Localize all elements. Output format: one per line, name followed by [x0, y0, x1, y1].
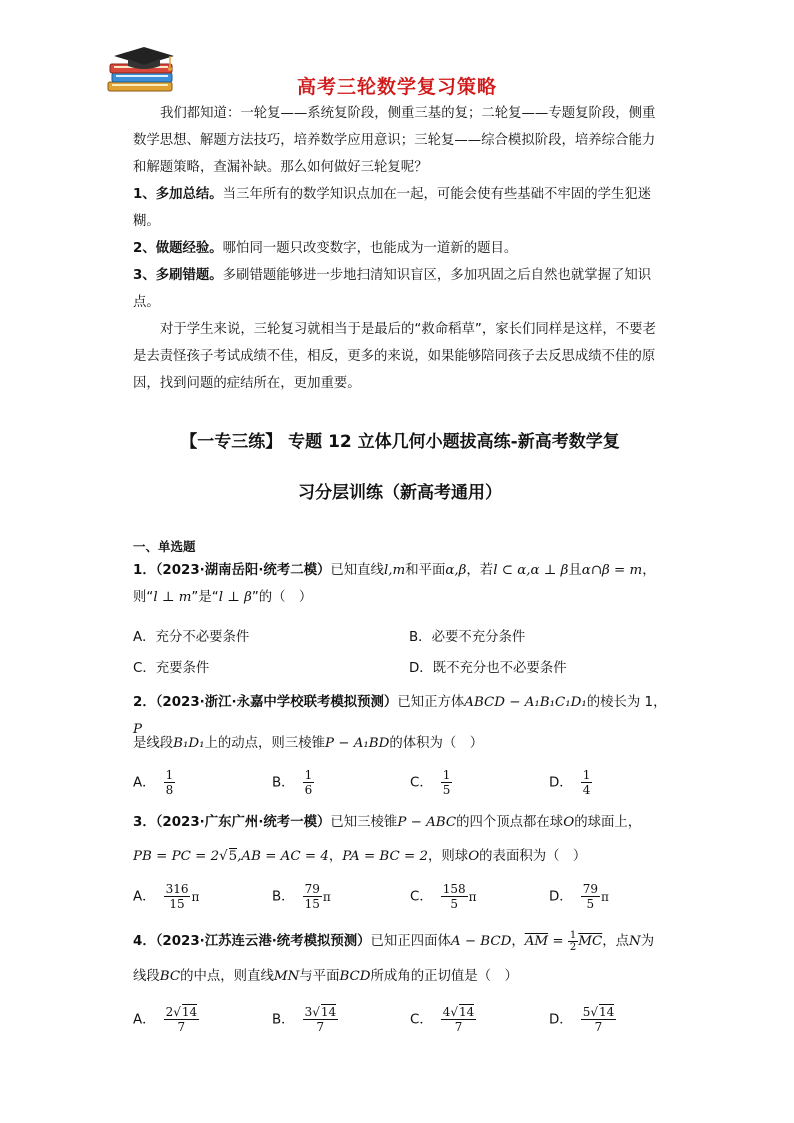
- math-expression: N: [629, 934, 641, 949]
- question-4-stem-cont: [133, 963, 673, 990]
- q1-option-a[interactable]: A．充分不必要条件: [133, 630, 250, 645]
- fraction: [441, 882, 468, 911]
- question-text: ，: [642, 563, 656, 578]
- question-text: 的中点，则直线: [180, 969, 274, 984]
- denominator: 5: [586, 897, 595, 911]
- math-expression: l ⊥ β: [218, 590, 252, 605]
- question-text: 且: [568, 563, 582, 578]
- math-expression: α,β: [445, 563, 467, 578]
- question-text: 线段: [133, 969, 160, 984]
- question-2-stem-cont: [133, 730, 673, 757]
- q3-option-d[interactable]: [549, 882, 609, 911]
- fraction: $\frac{2√14}{7}$: [165, 1005, 198, 1034]
- question-number: 1．: [133, 563, 156, 578]
- q4-option-c[interactable]: [410, 1005, 476, 1034]
- question-source: （2023·浙江·永嘉中学校联考模拟预测）: [155, 695, 398, 710]
- tip-3-text: 多刷错题能够进一步地扫清知识盲区，多加巩固之后自然也就掌握了知识点。: [133, 268, 652, 310]
- q3-option-a[interactable]: [133, 882, 199, 911]
- math-expression: BCD: [339, 969, 371, 984]
- math-expression: P − A₁BD: [325, 736, 390, 751]
- pi-symbol: π: [191, 889, 200, 904]
- question-source: （2023·江苏连云港·统考模拟预测）: [155, 934, 371, 949]
- math-expression: BC: [159, 969, 181, 984]
- math-expression: O: [563, 815, 575, 830]
- question-text: 的棱长为 1，: [586, 695, 667, 710]
- question-1-stem: [133, 557, 673, 611]
- intro-paragraph: 我们都知道：一轮复——系统复阶段，侧重三基的复；二轮复——专题复阶段，侧重数学思想、解题方法技巧，培养数学应用意识；三轮复——综合模拟阶段，培养综合能力和解题策略，查漏补缺。那么如何做好三轮复呢？: [133, 106, 656, 175]
- coefficient: 4: [442, 1005, 451, 1019]
- option-label: D．: [549, 1012, 573, 1028]
- option-label: B．: [272, 889, 295, 905]
- fraction: $\frac{3√14}{7}$: [304, 1005, 337, 1034]
- question-3-stem: [133, 809, 673, 836]
- option-label: C．: [410, 1012, 433, 1028]
- question-text: ，: [328, 849, 343, 864]
- q2-option-d[interactable]: [549, 768, 592, 797]
- q1-option-d[interactable]: D．既不充分也不必要条件: [409, 661, 567, 676]
- equals-sign: =: [548, 934, 568, 949]
- option-label: D．: [549, 889, 573, 905]
- denominator: 7: [177, 1020, 186, 1034]
- option-label: C．: [410, 889, 433, 905]
- question-3-stem-cont: [133, 843, 673, 870]
- fraction: [164, 768, 176, 797]
- q1-option-b[interactable]: B．必要不充分条件: [409, 630, 526, 645]
- question-text: 则“: [133, 590, 154, 605]
- tip-2: [133, 235, 663, 262]
- numerator: 79: [304, 882, 320, 896]
- question-text: 与平面: [299, 969, 340, 984]
- tip-1: [133, 181, 663, 235]
- vector-mc: $\overline{MC}$: [578, 934, 603, 949]
- fraction-half: [568, 930, 578, 953]
- math-expression: ABCD − A₁B₁C₁D₁: [464, 695, 587, 710]
- math-expression: l ⊥ m: [153, 590, 192, 605]
- option-label: A．: [133, 1012, 156, 1028]
- math-expression: MN: [273, 969, 300, 984]
- denominator: 7: [454, 1020, 463, 1034]
- radicand: 14: [459, 1005, 475, 1019]
- coefficient: 5: [582, 1005, 591, 1019]
- radicand: 5: [228, 849, 238, 864]
- numerator: 1: [569, 929, 577, 941]
- denominator: 8: [165, 783, 174, 797]
- coefficient: 2: [165, 1005, 174, 1019]
- radicand: 14: [599, 1005, 615, 1019]
- question-number: 3．: [133, 815, 156, 830]
- q2-option-a[interactable]: [133, 768, 175, 797]
- numerator: 316: [165, 882, 189, 896]
- pi-symbol: π: [322, 889, 331, 904]
- question-text: ，则球: [428, 849, 469, 864]
- numerator: 1: [582, 768, 591, 782]
- option-label: C．: [410, 775, 433, 791]
- fraction: $\frac{4√14}{7}$: [442, 1005, 475, 1034]
- denominator: 7: [316, 1020, 325, 1034]
- tip-2-title: 2、做题经验。: [133, 241, 223, 256]
- q3-option-b[interactable]: [272, 882, 331, 911]
- sqrt-symbol: √: [219, 849, 228, 864]
- question-text: 的表面积为（ ）: [479, 849, 587, 864]
- question-text: ”是“: [191, 590, 219, 605]
- tip-1-text: 当三年所有的数学知识点加在一起，可能会使有些基础不牢固的学生犯迷糊。: [133, 187, 652, 229]
- denominator: 15: [304, 897, 320, 911]
- coefficient: 3: [304, 1005, 313, 1019]
- question-text: 上的动点，则三棱锥: [204, 736, 325, 751]
- question-source: （2023·广东广州·统考一模）: [155, 815, 331, 830]
- question-text: 已知直线: [330, 563, 384, 578]
- denominator: 7: [594, 1020, 603, 1034]
- pi-symbol: π: [600, 889, 609, 904]
- question-number: 2．: [133, 695, 156, 710]
- denominator: 6: [304, 783, 313, 797]
- numerator: 79: [582, 882, 598, 896]
- option-label: A．: [133, 889, 156, 905]
- fraction: [303, 882, 322, 911]
- math-expression: P: [133, 722, 143, 737]
- fraction: [581, 882, 600, 911]
- math-expression: l ⊂ α,α ⊥ β: [493, 563, 569, 578]
- question-text: 已知三棱锥: [330, 815, 398, 830]
- section-title: 一、单选题: [133, 539, 196, 554]
- question-text: 的四个顶点都在球: [456, 815, 564, 830]
- tip-1-title: 1、多加总结。: [133, 187, 223, 202]
- q2-option-c[interactable]: [410, 768, 452, 797]
- math-expression: ,AB = AC = 4: [237, 849, 329, 864]
- question-text: 的球面上，: [574, 815, 642, 830]
- question-text: 是线段: [133, 736, 174, 751]
- tip-2-text: 哪怕同一题只改变数字，也能成为一道新的题目。: [222, 241, 518, 256]
- numerator: 1: [442, 768, 451, 782]
- math-expression: A − BCD: [450, 934, 512, 949]
- question-text: ”的（ ）: [251, 590, 313, 605]
- page-title: 高考三轮数学复习策略: [296, 76, 497, 98]
- fraction: [164, 882, 191, 911]
- question-4-stem: [133, 928, 673, 955]
- fraction: [303, 768, 315, 797]
- q4-option-b[interactable]: [272, 1005, 338, 1034]
- q1-option-c[interactable]: C．充要条件: [133, 661, 210, 676]
- pi-symbol: π: [468, 889, 477, 904]
- q4-option-a[interactable]: [133, 1005, 199, 1034]
- radicand: 14: [181, 1005, 198, 1019]
- tip-3-title: 3、多刷错题。: [133, 268, 223, 283]
- denominator: 2: [569, 941, 577, 953]
- math-expression: α∩β = m: [581, 563, 643, 578]
- fraction: $\frac{5√14}{7}$: [582, 1005, 615, 1034]
- question-text: 所成角的正切值是（ ）: [370, 969, 518, 984]
- q4-option-d[interactable]: [549, 1005, 616, 1034]
- math-expression: B₁D₁: [173, 736, 205, 751]
- math-expression: PB = PC = 2: [133, 849, 220, 864]
- q2-option-b[interactable]: [272, 768, 314, 797]
- doc-heading-line-2: 习分层训练（新高考通用）: [298, 483, 502, 503]
- option-label: D．: [549, 775, 573, 791]
- tip-3: [133, 262, 663, 316]
- denominator: 4: [582, 783, 591, 797]
- radicand: 14: [320, 1005, 337, 1019]
- question-text: 为: [640, 934, 655, 949]
- question-source: （2023·湖南岳阳·统考二模）: [155, 563, 331, 578]
- question-text: 已知正四面体: [370, 934, 451, 949]
- q3-option-c[interactable]: [410, 882, 477, 911]
- denominator: 15: [169, 897, 185, 911]
- question-text: ，: [511, 934, 525, 949]
- numerator: 1: [304, 768, 313, 782]
- fraction: [441, 768, 453, 797]
- question-text: ，点: [602, 934, 630, 949]
- question-number: 4．: [133, 934, 156, 949]
- math-expression: l,m: [383, 563, 406, 578]
- doc-heading-line-1: 【一专三练】 专题 12 立体几何小题拔高练-新高考数学复: [180, 432, 620, 452]
- closing-paragraph: 对于学生来说，三轮复习就相当于是最后的“救命稻草”，家长们同样是这样，不要老是去责怪孩子考试成绩不佳，相反，更多的来说，如果能够陪同孩子去反思成绩不佳的原因，找到问题的症结所在，更加重要。: [133, 322, 656, 391]
- question-text: 的体积为（ ）: [389, 736, 484, 751]
- denominator: 5: [442, 783, 451, 797]
- option-label: B．: [272, 1012, 295, 1028]
- question-text: ，若: [466, 563, 494, 578]
- numerator: 1: [165, 768, 174, 782]
- math-expression: P − ABC: [397, 815, 457, 830]
- option-label: A．: [133, 775, 156, 791]
- question-text: 和平面: [405, 563, 446, 578]
- fraction: [581, 768, 593, 797]
- option-label: B．: [272, 775, 295, 791]
- vector-am: $\overline{AM}$: [524, 934, 549, 949]
- math-expression: PA = BC = 2: [342, 849, 429, 864]
- denominator: 5: [450, 897, 459, 911]
- numerator: 158: [442, 882, 466, 896]
- math-expression: O: [468, 849, 480, 864]
- question-text: 已知正方体: [397, 695, 465, 710]
